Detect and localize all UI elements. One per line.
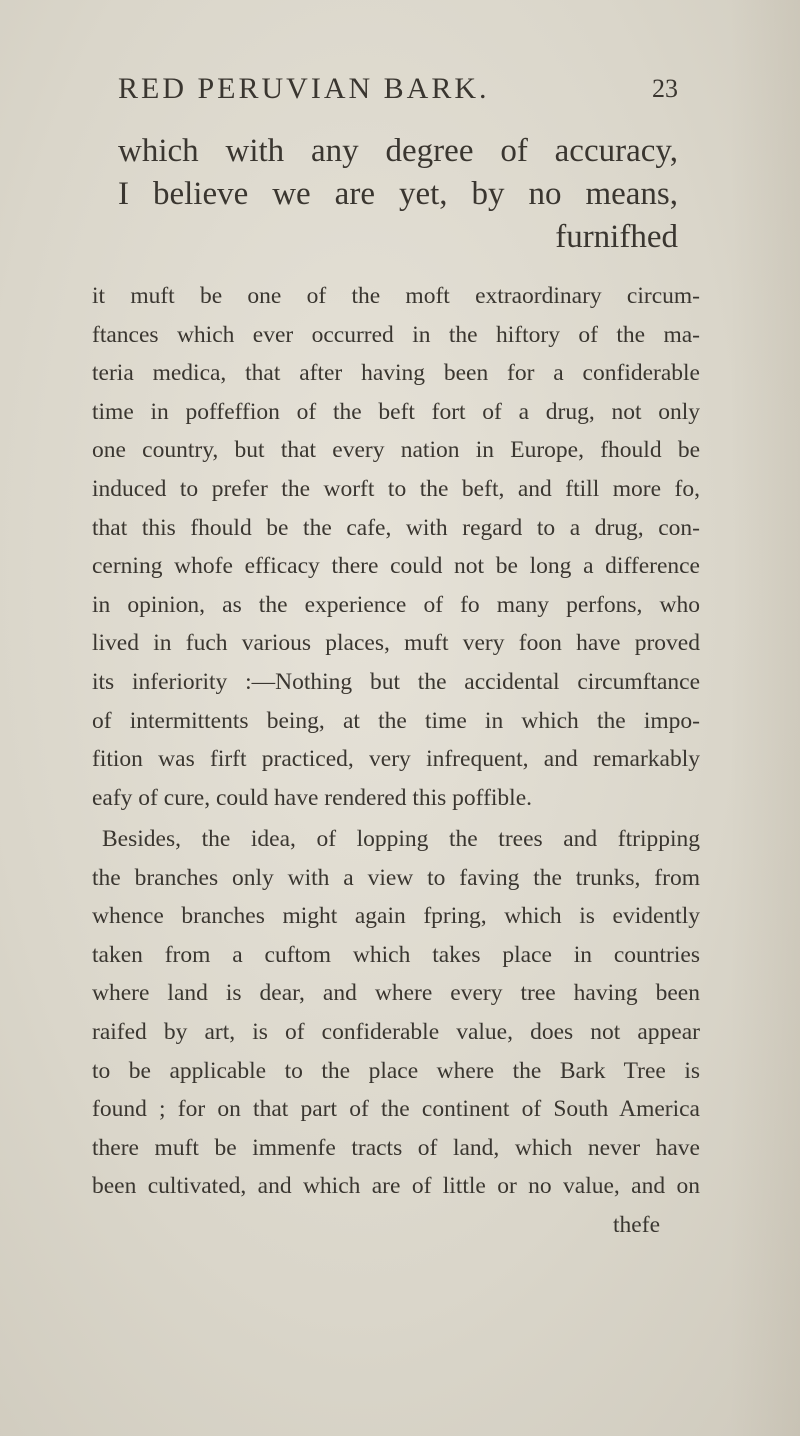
page-edge-shadow [730,0,800,1436]
text-line: ftances which ever occurred in the hiftory of the ma- [92,321,700,348]
text-line: its inferiority :—Nothing but the accidental circumftance [92,668,700,695]
text-line: I believe we are yet, by no means, [118,176,678,212]
text-line: induced to prefer the worft to the beft, and ftill more fo, [92,475,700,502]
paragraph-2 [92,820,700,1245]
text-line: time in poffeffion of the beft fort of a drug, not only [92,398,700,425]
text-line: which with any degree of accuracy, [118,133,678,169]
text-line: been cultivated, and which are of little or no value, and on [92,1173,700,1200]
text-line: found ; for on that part of the continent of South America [92,1096,700,1123]
catchword: thefe [613,1211,660,1238]
text-line: fition was firft practiced, very infrequent, and remarkably [92,746,700,773]
paragraph-1 [92,277,700,817]
text-line: cerning whofe efficacy there could not be long a difference [92,553,700,580]
text-line: there muft be immenfe tracts of land, which never have [92,1134,700,1161]
text-line: taken from a cuftom which takes place in countries [92,941,700,968]
text-line: Besides, the idea, of lopping the trees and ftripping [102,826,700,852]
text-line: in opinion, as the experience of fo many perfons, who [92,591,700,618]
page-header [118,72,678,112]
text-line: that this fhould be the cafe, with regard to a drug, con- [92,514,700,541]
text-line: of intermittents being, at the time in which the impo- [92,707,700,734]
text-line: it muft be one of the moft extraordinary circum- [92,283,700,309]
text-line: whence branches might again fpring, which is evidently [92,903,700,930]
text-line: the branches only with a view to faving the trunks, from [92,864,700,891]
opening-text [118,130,678,259]
text-line: lived in fuch various places, muft very foon have proved [92,630,700,657]
running-head: RED PERUVIAN BARK. [118,72,490,105]
text-line: furnifhed [555,219,678,255]
text-line: eafy of cure, could have rendered this poffible. [92,784,533,811]
page-number: 23 [652,74,678,103]
text-line: one country, but that every nation in Europe, fhould be [92,437,700,464]
text-line: where land is dear, and where every tree having been [92,980,700,1007]
text-line: raifed by art, is of confiderable value, does not appear [92,1018,700,1045]
text-line: teria medica, that after having been for a confiderable [92,360,700,387]
text-line: to be applicable to the place where the Bark Tree is [92,1057,700,1084]
